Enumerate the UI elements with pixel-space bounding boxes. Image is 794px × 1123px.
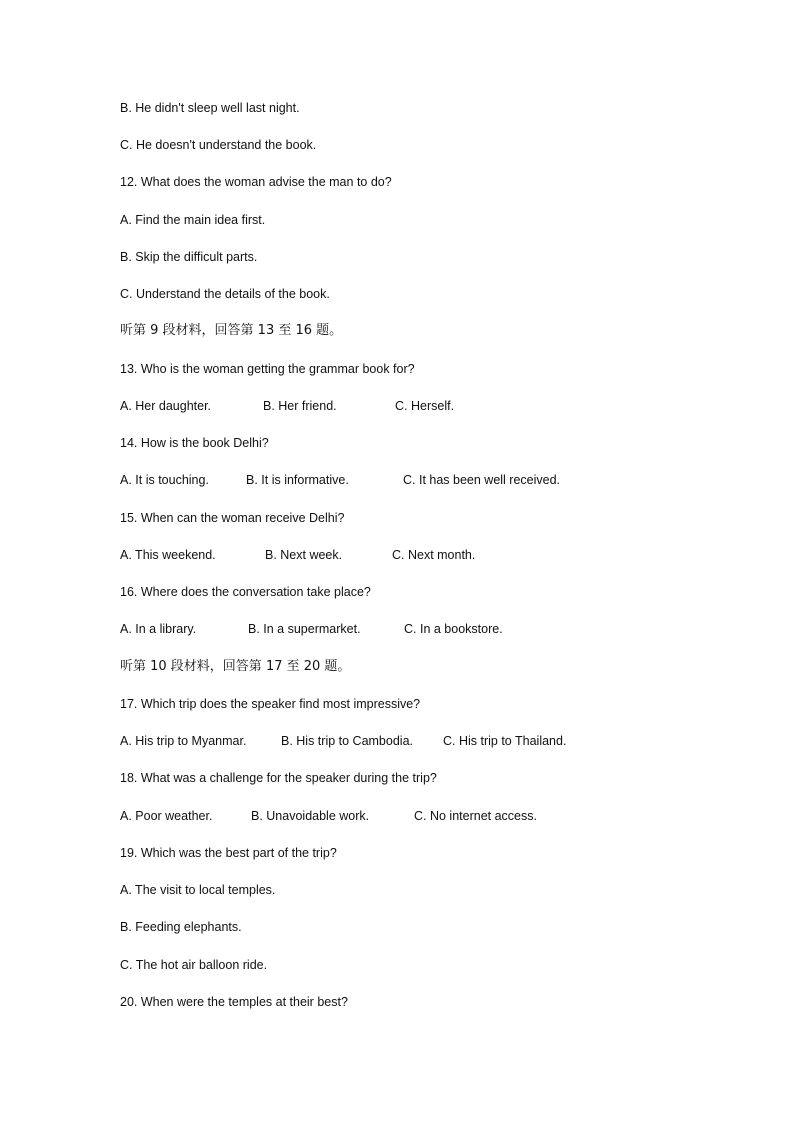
option-b: B. Unavoidable work.	[251, 809, 370, 823]
section-heading-9: 听第 9 段材料，回答第 13 至 16 题。	[120, 323, 343, 338]
option-line: B. Skip the difficult parts.	[120, 250, 258, 264]
option-c: C. Herself.	[395, 399, 455, 413]
option-a: A. In a library.	[120, 622, 197, 636]
option-line: C. He doesn't understand the book.	[120, 138, 317, 152]
option-line: A. Find the main idea first.	[120, 213, 266, 227]
option-c: C. No internet access.	[414, 809, 537, 823]
option-c: C. In a bookstore.	[404, 622, 503, 636]
option-b: B. It is informative.	[246, 473, 349, 487]
option-line: A. The visit to local temples.	[120, 883, 276, 897]
option-line: C. The hot air balloon ride.	[120, 958, 268, 972]
option-a: A. This weekend.	[120, 548, 216, 562]
option-b: B. In a supermarket.	[248, 622, 361, 636]
question-13: 13. Who is the woman getting the grammar book for?	[120, 362, 415, 376]
option-a: A. Poor weather.	[120, 809, 213, 823]
option-line: B. Feeding elephants.	[120, 920, 242, 934]
question-16: 16. Where does the conversation take place?	[120, 585, 371, 599]
option-line: C. Understand the details of the book.	[120, 287, 330, 301]
question-19: 19. Which was the best part of the trip?	[120, 846, 337, 860]
question-17: 17. Which trip does the speaker find most impressive?	[120, 697, 421, 711]
option-line: B. He didn't sleep well last night.	[120, 101, 300, 115]
option-b: B. Her friend.	[263, 399, 337, 413]
question-12: 12. What does the woman advise the man to do?	[120, 175, 392, 189]
section-heading-10: 听第 10 段材料，回答第 17 至 20 题。	[120, 659, 351, 674]
question-15: 15. When can the woman receive Delhi?	[120, 511, 345, 525]
option-b: B. His trip to Cambodia.	[281, 734, 413, 748]
option-c: C. It has been well received.	[403, 473, 561, 487]
option-b: B. Next week.	[265, 548, 343, 562]
option-c: C. His trip to Thailand.	[443, 734, 567, 748]
question-14: 14. How is the book Delhi?	[120, 436, 269, 450]
option-a: A. Her daughter.	[120, 399, 212, 413]
question-20: 20. When were the temples at their best?	[120, 995, 348, 1009]
option-a: A. His trip to Myanmar.	[120, 734, 247, 748]
question-18: 18. What was a challenge for the speaker during the trip?	[120, 771, 437, 785]
option-c: C. Next month.	[392, 548, 476, 562]
option-a: A. It is touching.	[120, 473, 209, 487]
